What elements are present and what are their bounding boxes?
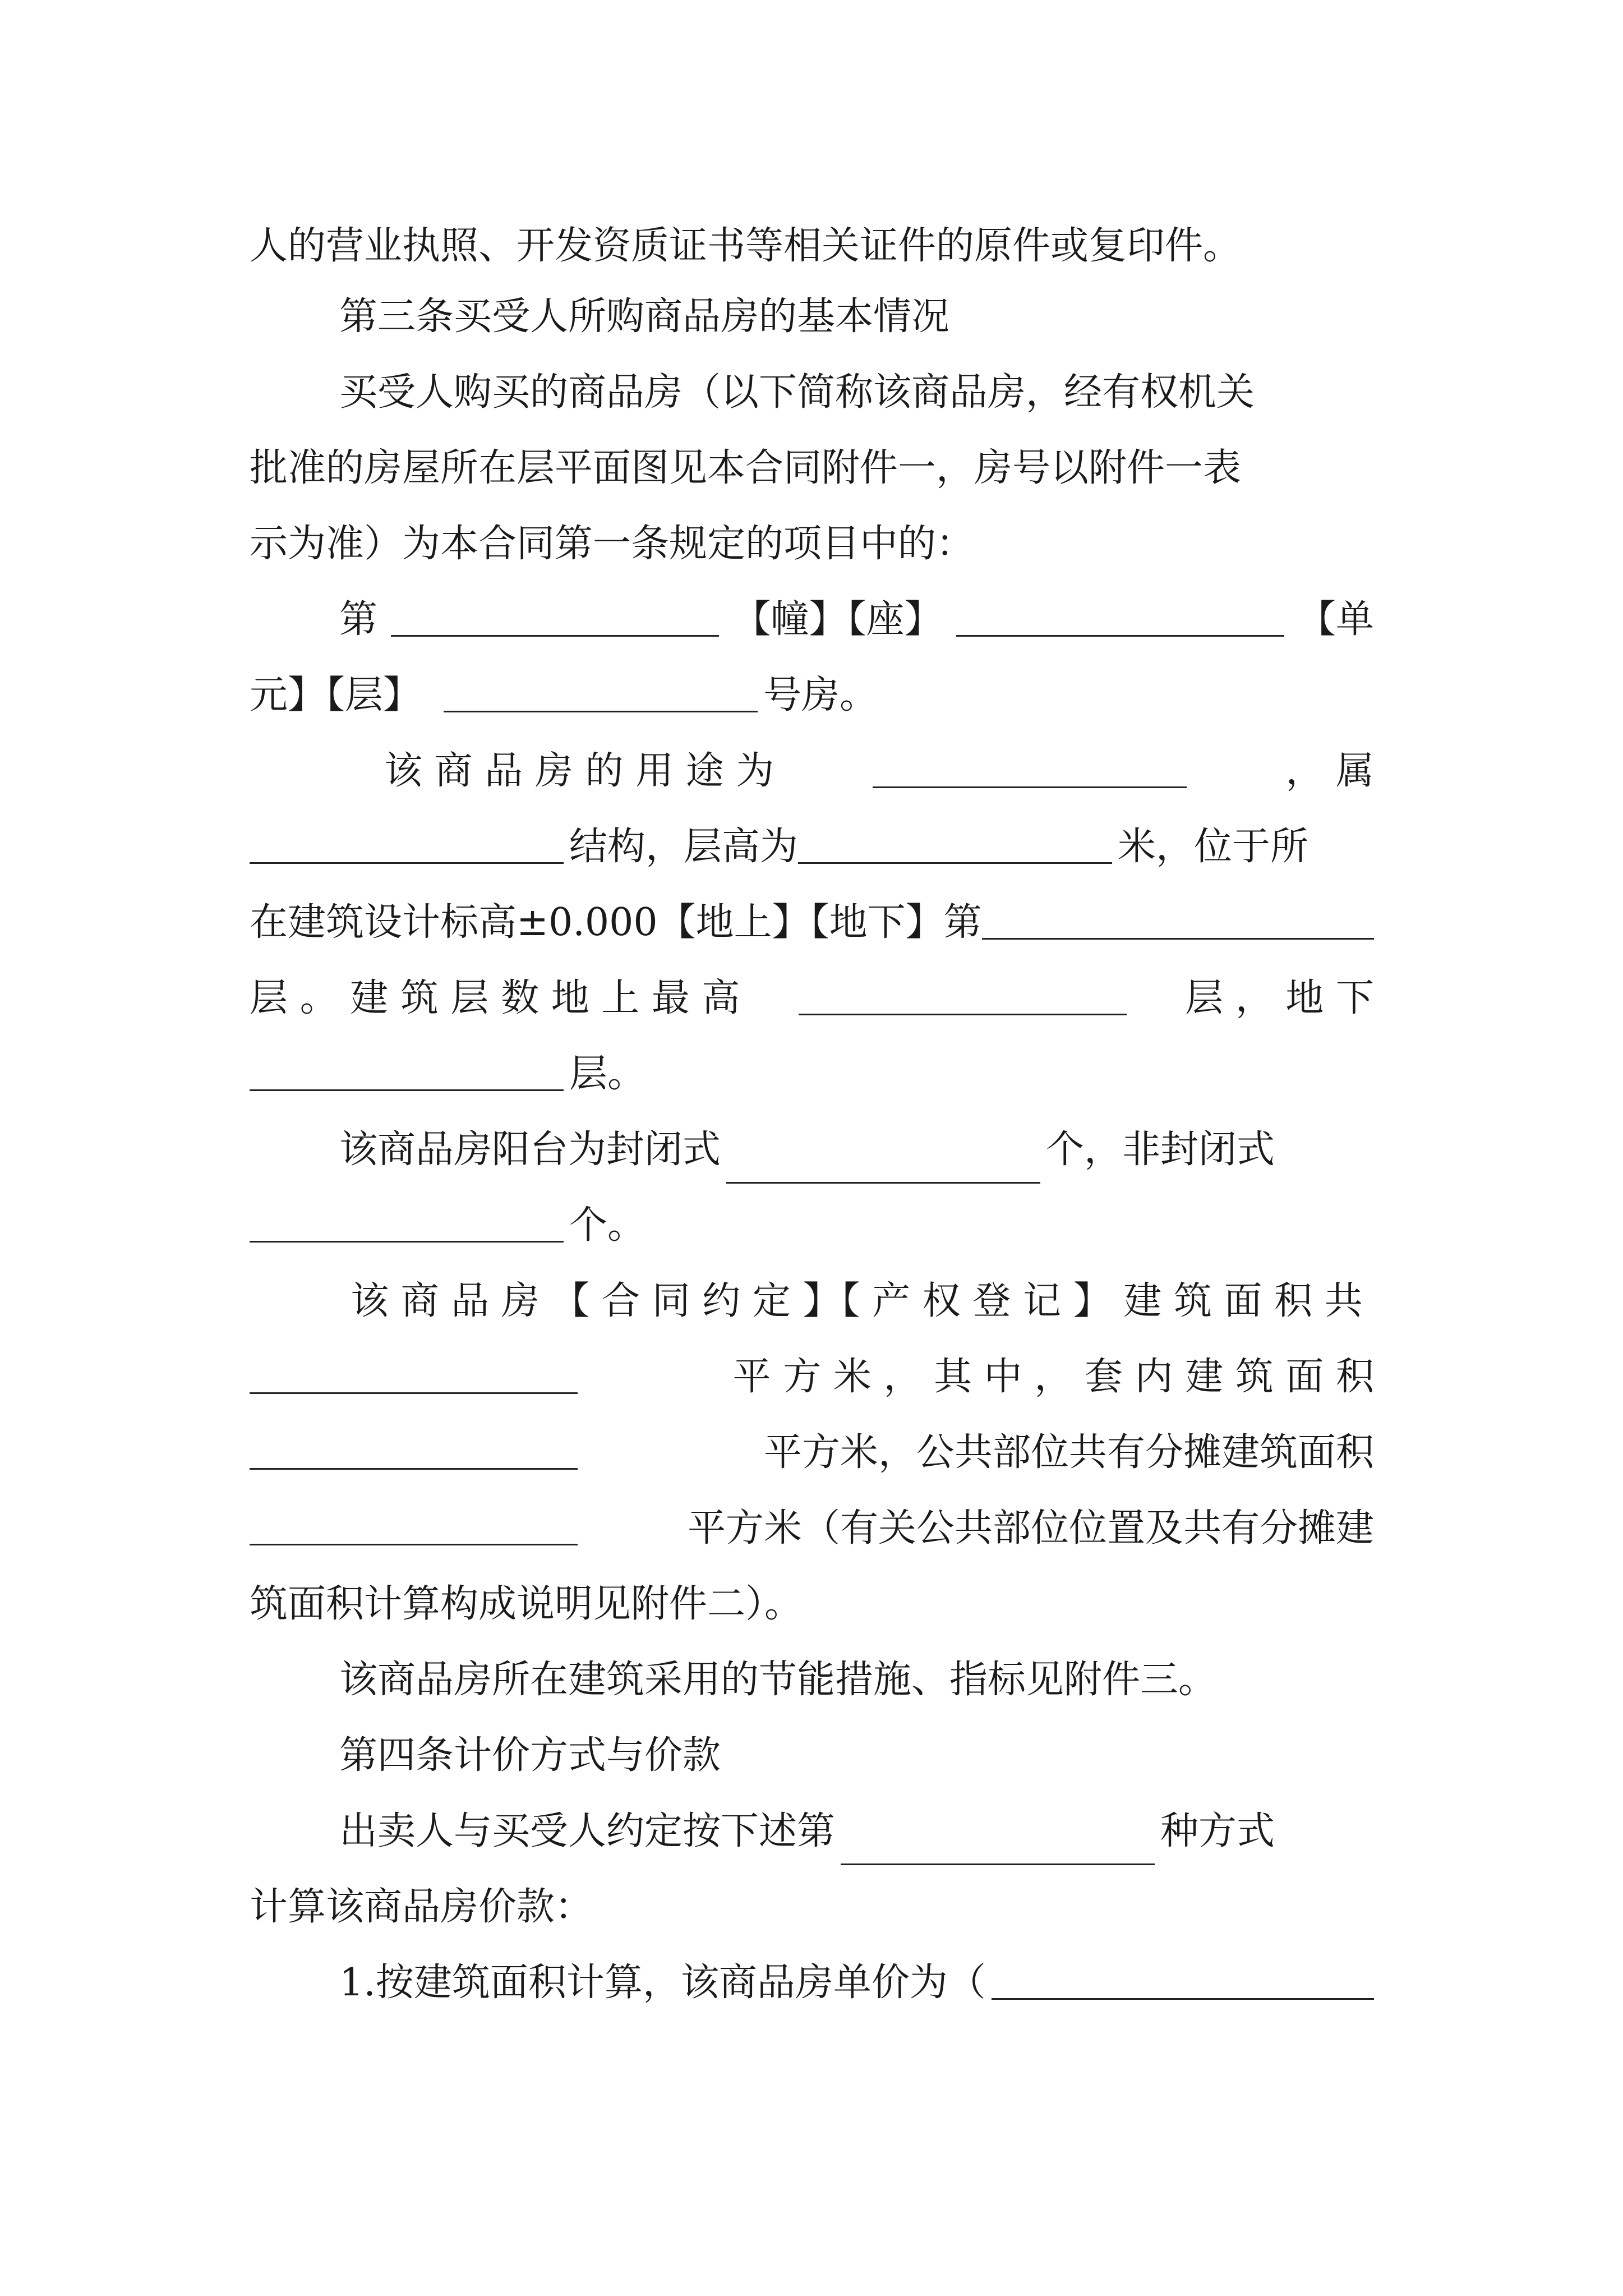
max-above-ground-floors-blank[interactable] — [799, 1014, 1127, 1015]
line-text: 该 商 品 房 【 合 同 约 定 】【 产 权 登 记 】 建 筑 面 积 共 — [351, 1279, 1363, 1323]
line-text: 在建筑设计标高±0.000【地上】【地下】第 — [250, 900, 982, 945]
line-text: 个，非封闭式 — [1046, 1128, 1275, 1172]
article-4-heading — [339, 1722, 1374, 1789]
text-line-19 — [250, 1571, 1374, 1638]
text-line-16 — [250, 1343, 1374, 1411]
line-text: 米，位于所 — [1118, 825, 1309, 869]
text-line-3 — [339, 359, 1374, 426]
text-line-1 — [250, 213, 1374, 280]
text-line-9 — [250, 813, 1374, 881]
line-text: 层。 — [569, 1052, 646, 1096]
line-text: 种方式 — [1160, 1809, 1275, 1853]
text-line-4 — [250, 435, 1374, 502]
text-line-18 — [250, 1495, 1374, 1562]
line-text: 【单 — [1297, 597, 1374, 642]
unit-price-blank[interactable] — [992, 1998, 1374, 2000]
pricing-method-blank[interactable] — [841, 1864, 1155, 1865]
line-text: 元】【层】 — [250, 673, 422, 717]
room-number-blank[interactable] — [444, 711, 758, 712]
line-text: 第 — [339, 597, 378, 642]
shared-area-blank[interactable] — [250, 1544, 578, 1545]
text-line-20 — [339, 1646, 1374, 1714]
line-text: 出卖人与买受人约定按下述第 — [339, 1809, 836, 1853]
line-text: 批准的房屋所在层平面图见本合同附件一，房号以附件一表 — [250, 446, 1242, 490]
line-text: 示为准）为本合同第一条规定的项目中的： — [250, 522, 975, 566]
line-text: 个。 — [569, 1203, 646, 1248]
line-text: 结构，层高为 — [569, 825, 799, 869]
line-text: 【幢】【座】 — [732, 597, 943, 642]
text-line-13 — [339, 1116, 1374, 1184]
building-area-blank[interactable] — [250, 1392, 578, 1394]
line-text: 层 。 建 筑 层 数 地 上 最 高 — [250, 976, 740, 1020]
text-line-17 — [250, 1419, 1374, 1487]
heading-text: 第四条计价方式与价款 — [339, 1733, 721, 1778]
inner-area-blank[interactable] — [250, 1468, 578, 1470]
usage-blank[interactable] — [873, 786, 1187, 788]
text-line-23 — [250, 1874, 1374, 1941]
text-line-8 — [384, 738, 1374, 805]
line-text: ， 属 — [1285, 749, 1374, 793]
line-text: 筑面积计算构成说明见附件二）。 — [250, 1582, 803, 1626]
line-text: 计算该商品房价款： — [250, 1885, 593, 1929]
enclosed-balcony-blank[interactable] — [726, 1182, 1040, 1184]
line-text: 人的营业执照、开发资质证书等相关证件的原件或复印件。 — [250, 224, 1242, 268]
line-text: 买受人购买的商品房（以下简称该商品房，经有权机关 — [339, 370, 1255, 415]
line-text: 该商品房所在建筑采用的节能措施、指标见附件三。 — [339, 1658, 1217, 1702]
line-text: 层 ， 地 下 — [1185, 976, 1374, 1020]
text-line-15 — [351, 1268, 1374, 1335]
structure-blank[interactable] — [250, 862, 564, 864]
text-line-7 — [250, 662, 1374, 729]
floor-height-blank[interactable] — [798, 862, 1112, 864]
line-text: 平方米（有关公共部位位置及共有分摊建 — [687, 1506, 1374, 1550]
underground-floors-blank[interactable] — [250, 1089, 564, 1091]
text-line-14 — [250, 1192, 1374, 1259]
open-balcony-blank[interactable] — [250, 1241, 564, 1243]
line-text: 号房。 — [763, 673, 878, 717]
text-line-5 — [250, 510, 1374, 578]
text-line-24 — [339, 1949, 1374, 2017]
text-line-6 — [339, 586, 1374, 654]
text-line-10 — [250, 889, 1374, 956]
heading-text: 第三条买受人所购商品房的基本情况 — [339, 295, 950, 339]
line-text: 该 商 品 房 的 用 途 为 — [384, 749, 774, 793]
article-3-heading — [339, 283, 1374, 351]
text-line-12 — [250, 1041, 1374, 1108]
building-number-blank[interactable] — [391, 635, 719, 637]
text-line-11 — [250, 965, 1374, 1032]
floor-level-blank[interactable] — [982, 938, 1374, 940]
text-line-22 — [339, 1798, 1374, 1865]
unit-number-blank[interactable] — [956, 635, 1284, 637]
line-text: 平方米，公共部位共有分摊建筑面积 — [763, 1430, 1374, 1475]
line-text: 平 方 米 ， 其 中 ， 套 内 建 筑 面 积 — [732, 1355, 1374, 1399]
line-text: 1.按建筑面积计算，该商品房单价为（ — [339, 1961, 986, 2005]
line-text: 该商品房阳台为封闭式 — [339, 1128, 721, 1172]
